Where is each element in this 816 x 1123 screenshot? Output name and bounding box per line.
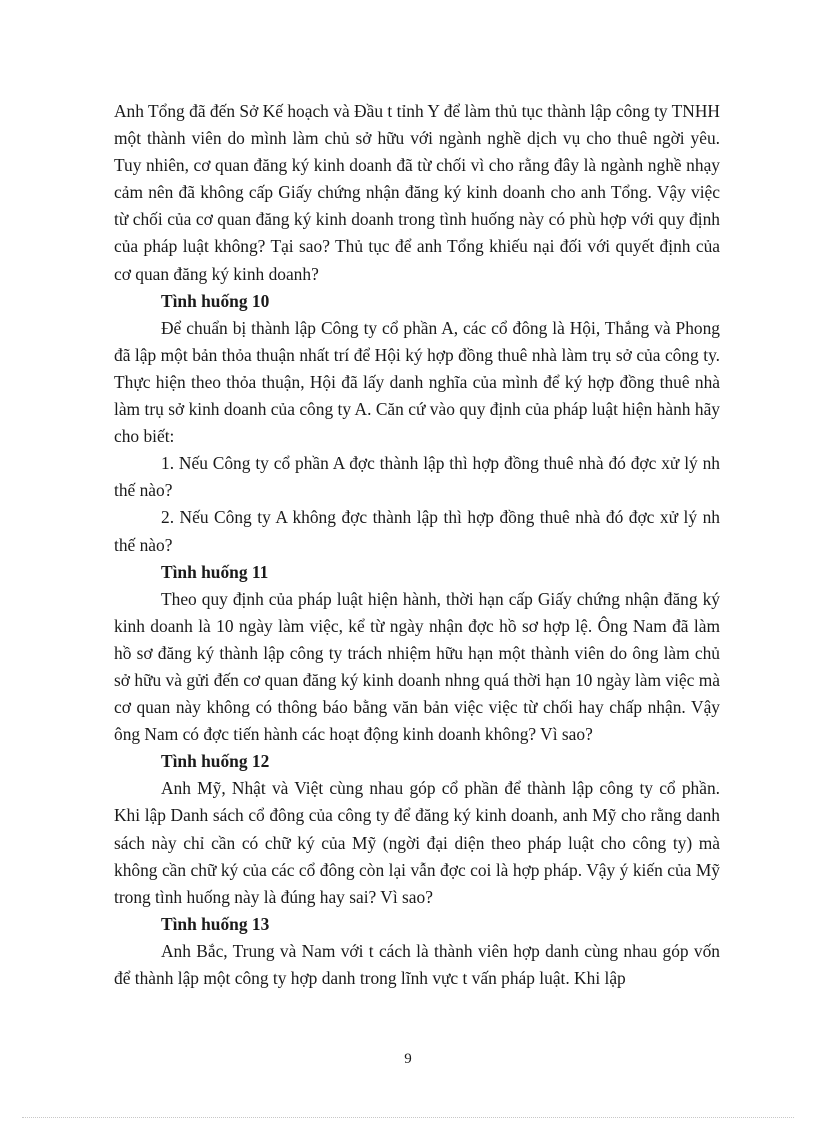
- paragraph-case-11: Theo quy định của pháp luật hiện hành, thời hạn cấp Giấy chứng nhận đăng ký kinh doanh là 10 ngày làm việc, kể từ ngày nhận đợc hồ sơ hợp lệ. Ông Nam đã làm hồ sơ đăng ký thành lập công ty trách nhiệm hữu hạn một thành viên do ông làm chủ sở hữu và gửi đến cơ quan đăng ký kinh doanh nhng quá thời hạn 10 ngày làm việc mà cơ quan này không có thông báo bằng văn bản việc việc từ chối hay chấp nhận. Vậy ông Nam có đợc tiến hành các hoạt động kinh doanh không? Vì sao?: [114, 588, 720, 745]
- paragraph-question-1: 1. Nếu Công ty cổ phần A đợc thành lập thì hợp đồng thuê nhà đó đợc xử lý nh thế nào?: [114, 453, 720, 501]
- paragraph-case-12: Anh Mỹ, Nhật và Việt cùng nhau góp cổ phần để thành lập công ty cổ phần. Khi lập Danh sách cổ đông của công ty để đăng ký kinh doanh, anh Mỹ cho rằng danh sách này chỉ cần có chữ ký của Mỹ (ngời đại diện theo pháp luật cho công ty) mà không cần chữ ký của các cổ đông còn lại vẫn đợc coi là hợp pháp. Vậy ý kiến của Mỹ trong tình huống này là đúng hay sai? Vì sao?: [114, 778, 720, 907]
- paragraph-question-2: 2. Nếu Công ty A không đợc thành lập thì hợp đồng thuê nhà đó đợc xử lý nh thế nào?: [114, 507, 720, 555]
- paragraph-case-13: Anh Bắc, Trung và Nam với t cách là thành viên hợp danh cùng nhau góp vốn để thành lập một công ty hợp danh trong lĩnh vực t vấn pháp luật. Khi lập: [114, 940, 720, 988]
- page-body: [114, 98, 720, 992]
- section-heading-12: Tình huống 12: [161, 751, 270, 772]
- section-heading-10: Tình huống 10: [161, 290, 270, 311]
- page-number: 9: [404, 1051, 412, 1067]
- section-heading-11: Tình huống 11: [161, 561, 269, 582]
- section-heading-13: Tình huống 13: [161, 913, 270, 934]
- page-bottom-divider: [22, 1117, 794, 1118]
- paragraph-intro: Anh Tổng đã đến Sở Kế hoạch và Đầu t tỉnh Y để làm thủ tục thành lập công ty TNHH một thành viên do mình làm chủ sở hữu với ngành nghề dịch vụ cho thuê ngời yêu. Tuy nhiên, cơ quan đăng ký kinh doanh đã từ chối vì cho rằng đây là ngành nghề nhạy cảm nên đã không cấp Giấy chứng nhận đăng ký kinh doanh cho anh Tổng. Vậy việc từ chối của cơ quan đăng ký kinh doanh trong tình huống này có phù hợp với quy định của pháp luật không? Tại sao? Thủ tục để anh Tổng khiếu nại đối với quyết định của cơ quan đăng ký kinh doanh?: [114, 101, 720, 284]
- paragraph-case-10: Để chuẩn bị thành lập Công ty cổ phần A, các cổ đông là Hội, Thắng và Phong đã lập một bản thỏa thuận nhất trí để Hội ký hợp đồng thuê nhà làm trụ sở của công ty. Thực hiện theo thỏa thuận, Hội đã lấy danh nghĩa của mình để ký hợp đồng thuê nhà làm trụ sở kinh doanh của công ty A. Căn cứ vào quy định của pháp luật hiện hành hãy cho biết:: [114, 317, 720, 447]
